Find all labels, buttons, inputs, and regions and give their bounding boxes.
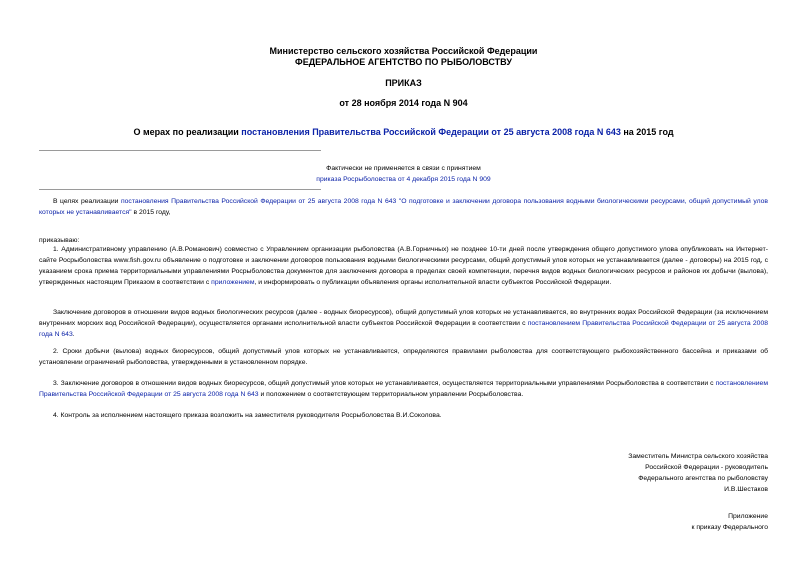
document-date-number: от 28 ноября 2014 года N 904 bbox=[339, 98, 468, 108]
item-1b-suffix: . bbox=[72, 331, 75, 338]
agency-name: ФЕДЕРАЛЬНОЕ АГЕНТСТВО ПО РЫБОЛОВСТВУ bbox=[295, 57, 512, 67]
status-note-link[interactable]: приказа Росрыболовства от 4 декабря 2015 года N 909 bbox=[316, 176, 491, 183]
appendix-heading bbox=[691, 511, 768, 533]
appendix-line-1: Приложение bbox=[728, 513, 768, 520]
item-3-decree-link[interactable]: постановлением Правительства Российской Федерации от 25 августа 2008 года N 643 bbox=[39, 380, 768, 398]
item-1b-paragraph bbox=[39, 307, 768, 340]
preamble-decree-link[interactable]: постановления Правительства Российской Федерации от 25 августа 2008 года N 643 "О подготовке и заключении договора пользования водными биологическими ресурсами, общий допустимый улов которых не устанавливается" bbox=[39, 198, 768, 216]
document-type: ПРИКАЗ bbox=[385, 78, 422, 88]
signature-position-1: Заместитель Министра сельского хозяйства bbox=[628, 453, 768, 460]
signature-position-2: Российской Федерации - руководитель bbox=[645, 464, 768, 471]
signature-block bbox=[628, 451, 768, 495]
item-1-text: 1. Административному управлению (А.В.Романович) совместно с Управлением организации рыболовства (А.В.Горничных) не позднее 10-ти дней после утверждения общего допустимого улова опубликовать на Интернет-сайте Росрыболовства www.fish.gov.ru объявление о подготовке и заключении договоров пользования водными биологическими ресурсами, общий допустимый улов которых не устанавливается (далее - договоры) на 2015 год, с указанием срока приема территориальными управлениями Росрыболовства документов для заключения договора в пределах своей компетенции, перечня видов водных биологических ресурсов и районов их добычи (вылова), утвержденных настоящим Приказом в соответствии с bbox=[39, 246, 768, 286]
appendix-line-2: к приказу Федерального bbox=[691, 524, 768, 531]
signature-position-3: Федерального агентства по рыболовству bbox=[638, 475, 768, 482]
item-3-suffix: и положением о соответствующем территориальном управлении Росрыболовства. bbox=[258, 391, 524, 398]
appendix-link[interactable]: приложением bbox=[211, 279, 255, 286]
title-suffix: на 2015 год bbox=[620, 127, 674, 137]
preamble-suffix: в 2015 году, bbox=[131, 209, 171, 216]
item-1b-decree-link[interactable]: постановлением Правительства Российской Федерации от 25 августа 2008 года N 643 bbox=[39, 320, 769, 338]
item-1-paragraph bbox=[39, 244, 768, 288]
preamble-prefix: В целях реализации bbox=[53, 198, 121, 205]
item-2-paragraph: 2. Сроки добычи (вылова) водных биоресурсов, общий допустимый улов которых не устанавливается, определяются правилами рыболовства для соответствующего рыбохозяйственного бассейна и приказами об установлении ограничений рыболовства, утвержденными в установленном порядке. bbox=[39, 348, 768, 366]
item-3-paragraph bbox=[39, 378, 768, 400]
separator-bottom bbox=[39, 189, 321, 190]
preamble-paragraph bbox=[39, 196, 768, 218]
title-prefix: О мерах по реализации bbox=[133, 127, 242, 137]
signature-name: И.В.Шестаков bbox=[724, 486, 768, 493]
item-1b-text: Заключение договоров в отношении видов водных биологических ресурсов (далее - водных биоресурсов), общий допустимый улов которых не устанавливается, во внутренних водах Российской Федерации (за исключением внутренних морских вод Российской Федерации), осуществляется органами исполнительной власти субъектов Российской Федерации в соответствии с bbox=[39, 309, 768, 327]
order-word: приказываю: bbox=[39, 237, 80, 244]
title-decree-link[interactable]: постановления Правительства Российской Федерации от 25 августа 2008 года N 643 bbox=[241, 127, 621, 137]
item-4-paragraph: 4. Контроль за исполнением настоящего приказа возложить на заместителя руководителя Росрыболовства В.И.Соколова. bbox=[53, 412, 442, 419]
ministry-name: Министерство сельского хозяйства Российской Федерации bbox=[269, 46, 538, 56]
document-title bbox=[0, 127, 807, 138]
status-note-line: Фактически не применяется в связи с принятием bbox=[326, 165, 481, 172]
separator-top bbox=[39, 150, 321, 151]
item-1-suffix: , и информировать о публикации объявления органы исполнительной власти субъектов Российской Федерации. bbox=[254, 279, 612, 286]
item-3-text: 3. Заключение договоров в отношении видов водных биоресурсов, общий допустимый улов которых не устанавливается, осуществляется территориальными управлениями Росрыболовства в соответствии с bbox=[53, 380, 716, 387]
